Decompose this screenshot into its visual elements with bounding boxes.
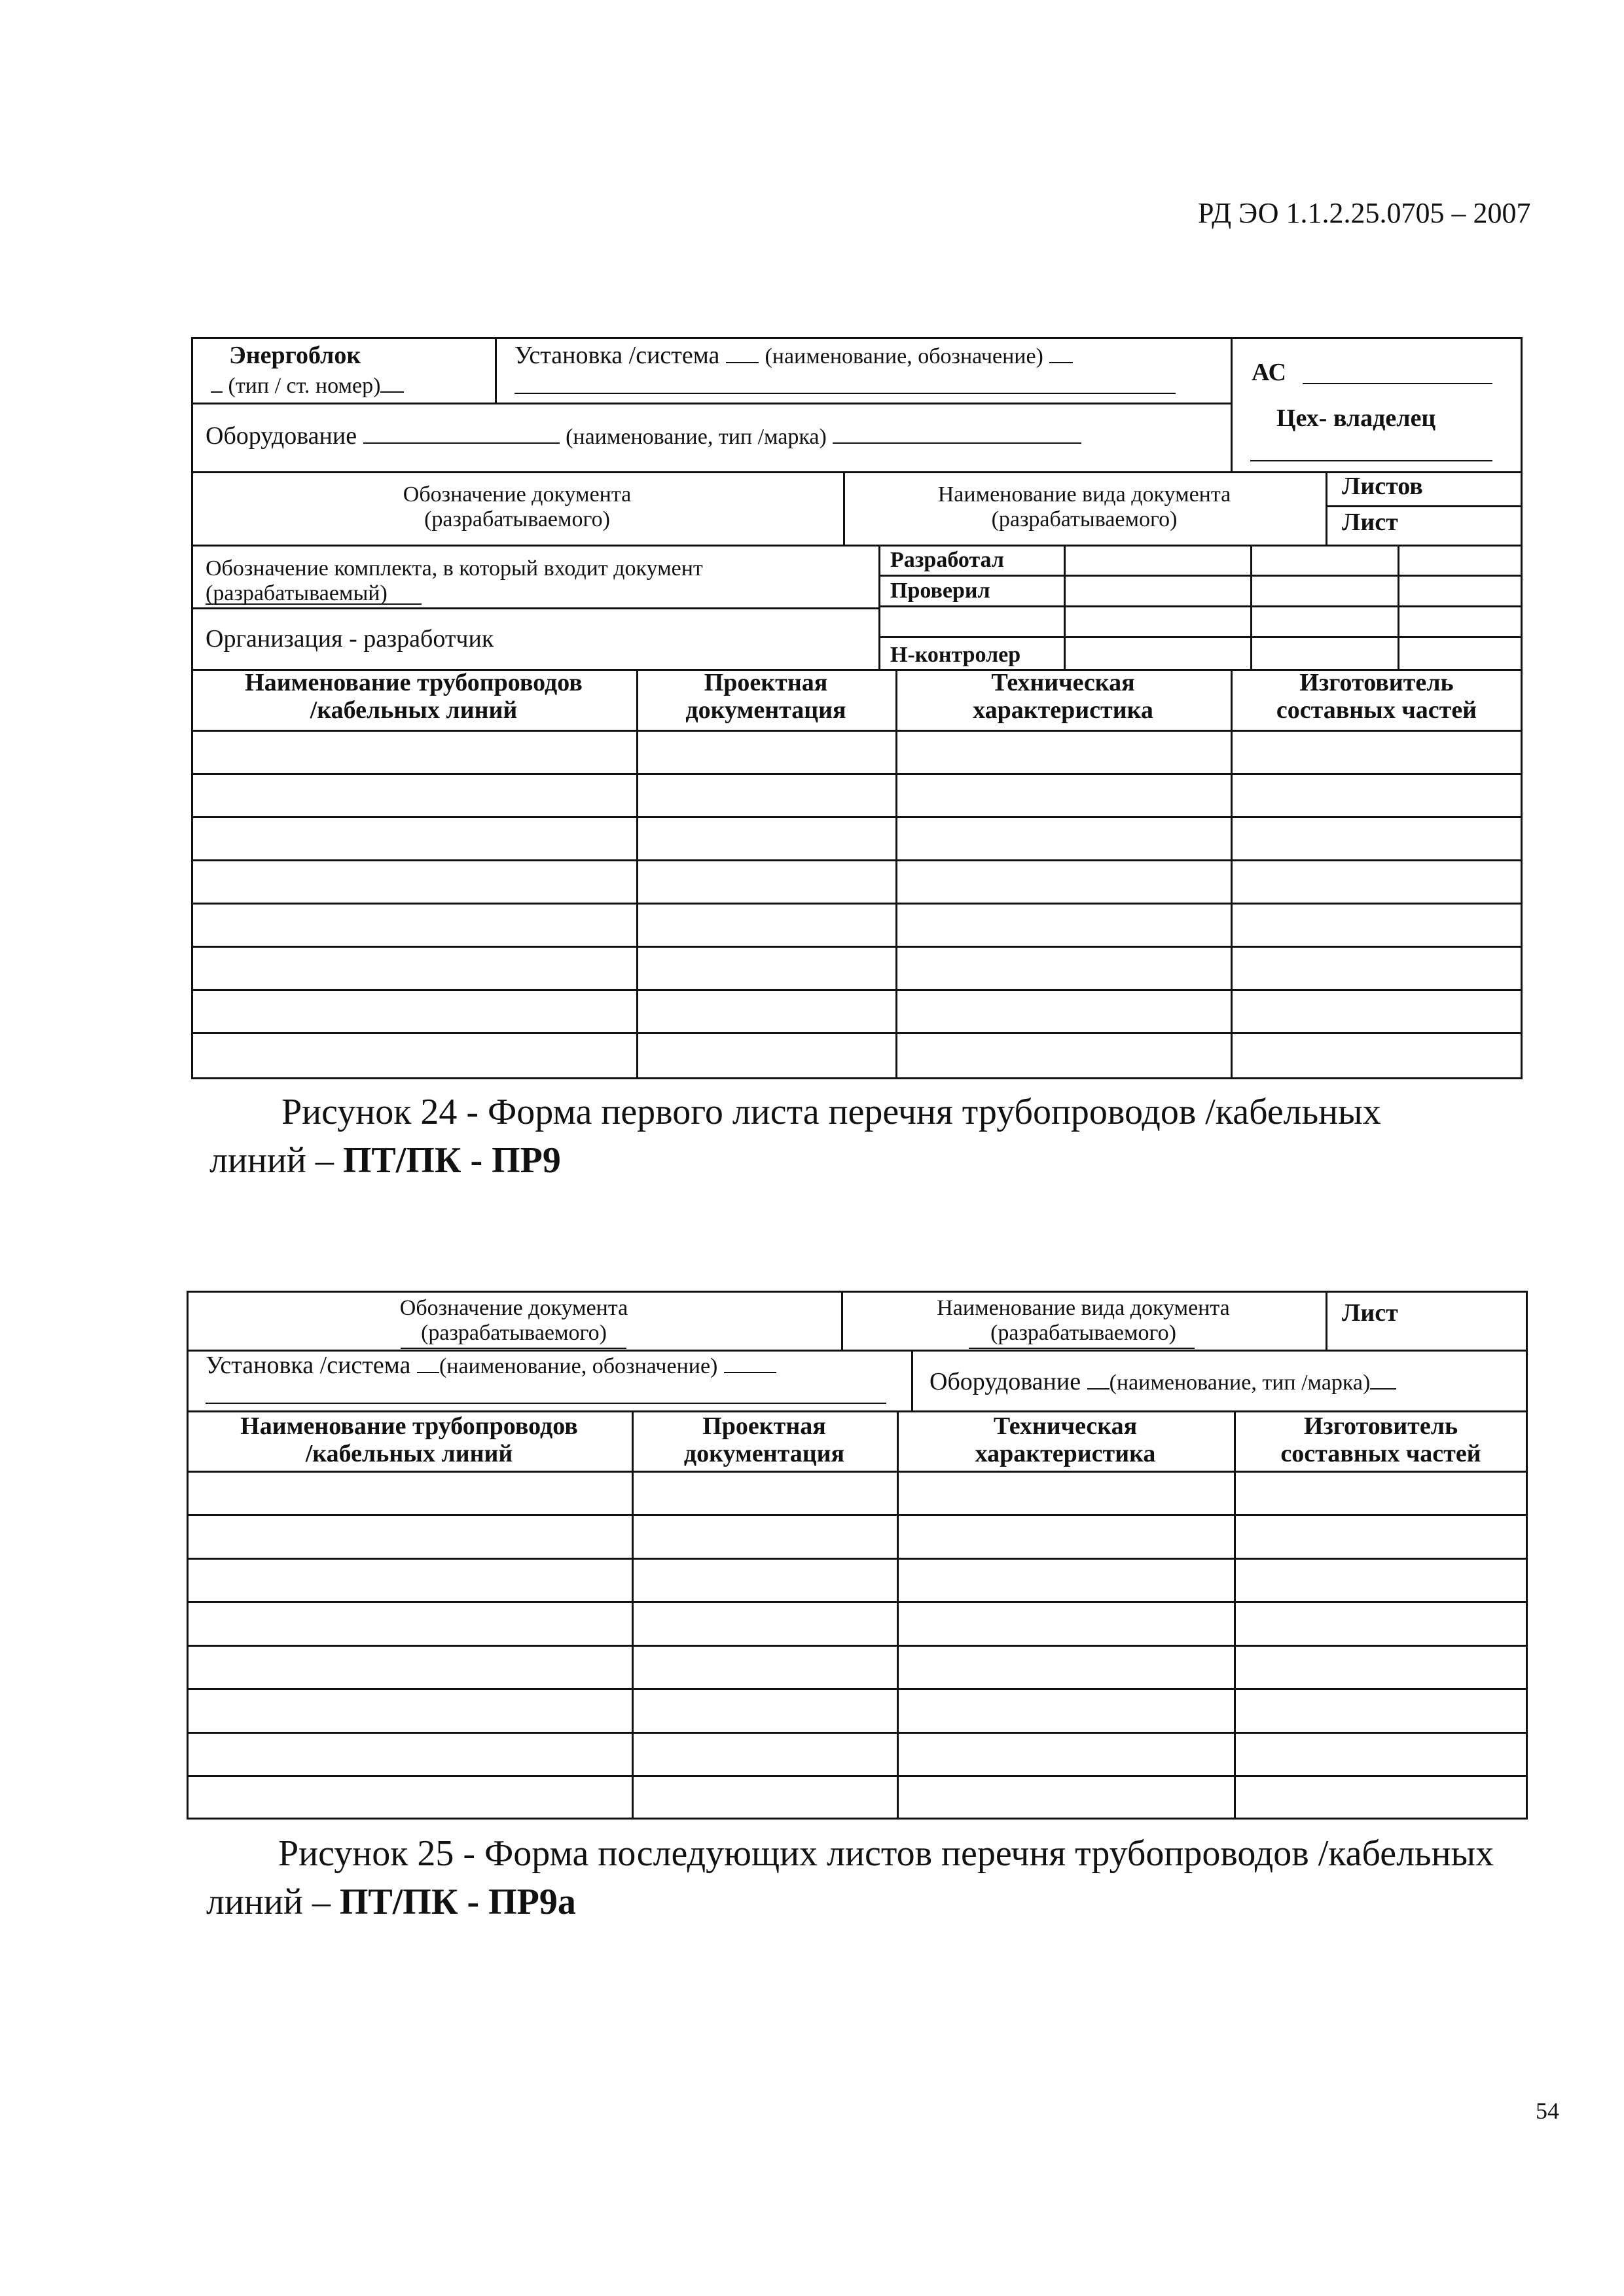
doc-designation-label: Обозначение документа (разрабатываемого) — [399, 1296, 628, 1345]
developer-org-label: Организация - разработчик — [206, 625, 494, 653]
column-header-manufacturer: Изготовитель составных частей — [1280, 1412, 1481, 1467]
installation-label: Установка /система — [514, 342, 720, 369]
equipment-field[interactable] — [206, 422, 1081, 451]
table-row — [187, 1775, 1528, 1777]
column-header-manufacturer: Изготовитель составных частей — [1276, 669, 1477, 724]
equipment-hint: (наименование, тип /марка) — [566, 425, 827, 449]
sheet-number-label: Лист — [1342, 1299, 1398, 1327]
table-row — [187, 1732, 1528, 1734]
table-row — [191, 1032, 1523, 1034]
column-header-tech-spec: Техническая характеристика — [973, 669, 1153, 724]
ac-field[interactable] — [1303, 383, 1492, 384]
installation-field[interactable] — [514, 342, 1073, 370]
equipment-field[interactable] — [929, 1368, 1396, 1397]
installation-label: Установка /система — [206, 1352, 411, 1379]
installation-hint: (наименование, обозначение) — [765, 344, 1043, 368]
table-row — [187, 1514, 1528, 1516]
table-row — [191, 859, 1523, 861]
doc-designation-label: Обозначение документа (разрабатываемого) — [403, 482, 632, 531]
page-number: 54 — [1536, 2098, 1559, 2124]
checked-label: Проверил — [890, 579, 990, 603]
power-unit-field[interactable] — [211, 372, 404, 399]
column-header-pipelines: Наименование трубопроводов /кабельных линий — [245, 669, 583, 724]
power-unit-hint: (тип / ст. номер) — [228, 374, 381, 398]
doc-type-label: Наименование вида документа (разрабатываемого) — [937, 482, 1231, 531]
sheets-count-label: Листов — [1342, 473, 1423, 500]
table-row — [191, 773, 1523, 775]
developed-label: Разработал — [890, 548, 1004, 572]
column-header-design-docs: Проектная документация — [683, 1412, 845, 1467]
equipment-hint: (наименование, тип /марка) — [1109, 1371, 1371, 1395]
installation-hint: (наименование, обозначение) — [439, 1354, 718, 1378]
n-control-label: Н-контролер — [890, 643, 1021, 667]
table-row — [191, 816, 1523, 818]
document-code: РД ЭО 1.1.2.25.0705 – 2007 — [1198, 197, 1531, 229]
set-designation-label: Обозначение комплекта, в который входит документ (разрабатываемый) — [206, 556, 703, 605]
table-row — [187, 1645, 1528, 1647]
workshop-owner-label: Цех- владелец — [1276, 404, 1436, 432]
sheet-number-label: Лист — [1342, 509, 1398, 536]
column-header-pipelines: Наименование трубопроводов /кабельных линий — [240, 1412, 578, 1467]
doc-type-label: Наименование вида документа (разрабатываемого) — [937, 1296, 1230, 1345]
equipment-label: Оборудование — [929, 1368, 1081, 1395]
table-row — [187, 1688, 1528, 1690]
power-unit-label: Энергоблок — [229, 342, 361, 369]
installation-field[interactable] — [206, 1352, 776, 1380]
workshop-owner-field[interactable] — [1250, 460, 1492, 461]
table-row — [187, 1558, 1528, 1560]
column-header-tech-spec: Техническая характеристика — [975, 1412, 1156, 1467]
column-header-design-docs: Проектная документация — [685, 669, 846, 724]
table-row — [191, 903, 1523, 905]
figure-25-caption: Рисунок 25 - Форма последующих листов перечня трубопроводов /кабельных линий – ПТ/ПК - ПР9а — [206, 1833, 1494, 1922]
equipment-label: Оборудование — [206, 422, 357, 450]
table-row — [191, 989, 1523, 991]
table-row — [191, 946, 1523, 948]
ac-label: АС — [1252, 359, 1286, 386]
table-row — [187, 1601, 1528, 1603]
figure-24-caption: Рисунок 24 - Форма первого листа перечня трубопроводов /кабельных линий – ПТ/ПК - ПР9 — [209, 1092, 1381, 1181]
